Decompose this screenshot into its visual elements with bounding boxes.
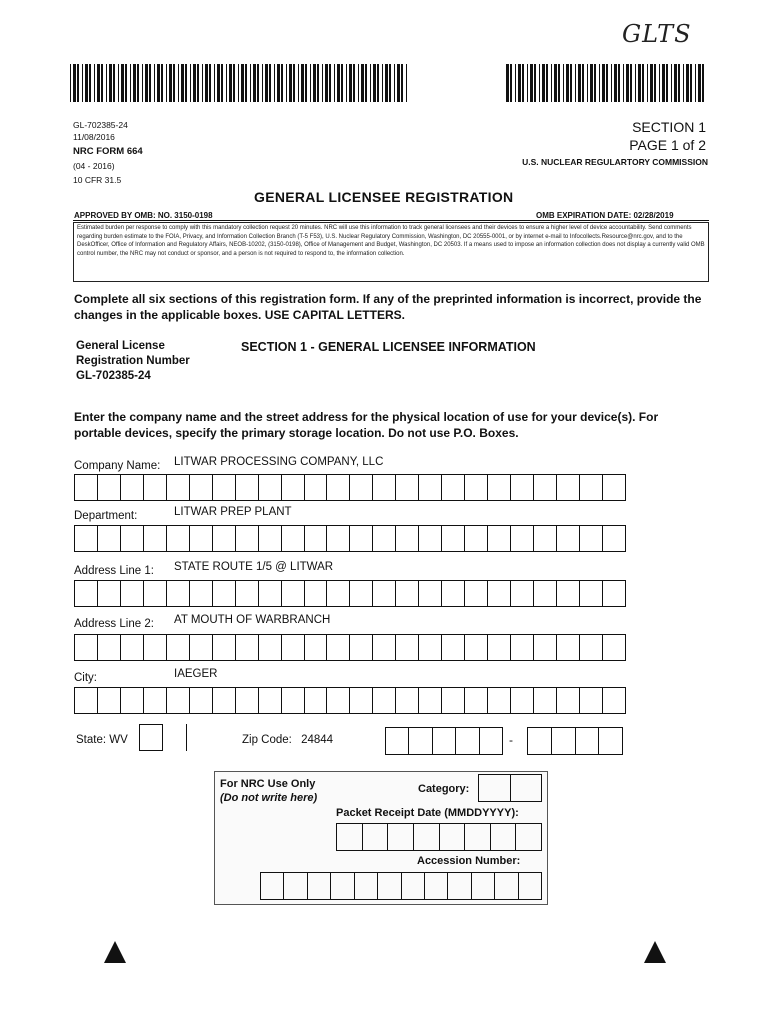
char-box[interactable] [580, 475, 603, 500]
char-box[interactable] [190, 688, 213, 713]
char-box[interactable] [331, 873, 354, 899]
char-box[interactable] [236, 688, 259, 713]
char-box[interactable] [580, 581, 603, 606]
char-box[interactable] [534, 635, 557, 660]
char-box[interactable] [373, 688, 396, 713]
address-line-2-field [74, 614, 331, 632]
city-value: IAEGER [174, 668, 218, 680]
page-number: PAGE 1 of 2 [629, 137, 706, 153]
department-label: Department: [74, 510, 138, 522]
company-name-boxes[interactable] [74, 474, 626, 501]
char-box[interactable] [396, 526, 419, 551]
char-box[interactable] [603, 526, 625, 551]
char-box[interactable] [327, 581, 350, 606]
char-box[interactable] [75, 688, 98, 713]
char-box[interactable] [534, 526, 557, 551]
company-name-value: LITWAR PROCESSING COMPANY, LLC [174, 456, 384, 468]
nrc-use-only-title: For NRC Use Only [220, 778, 316, 790]
char-box[interactable] [419, 688, 442, 713]
char-box[interactable] [419, 526, 442, 551]
char-box[interactable] [259, 475, 282, 500]
category-boxes[interactable] [478, 774, 542, 802]
zip-field [242, 734, 333, 746]
char-box[interactable] [373, 475, 396, 500]
char-box[interactable] [465, 581, 488, 606]
char-box[interactable] [167, 635, 190, 660]
char-box[interactable] [305, 688, 328, 713]
char-box[interactable] [305, 581, 328, 606]
char-box[interactable] [350, 526, 373, 551]
char-box[interactable] [557, 526, 580, 551]
char-box[interactable] [350, 635, 373, 660]
char-box[interactable] [488, 635, 511, 660]
alignment-mark-right [644, 941, 666, 963]
char-box[interactable] [465, 824, 491, 850]
char-box[interactable] [350, 581, 373, 606]
char-box[interactable] [98, 635, 121, 660]
char-box[interactable] [305, 635, 328, 660]
char-box[interactable] [442, 635, 465, 660]
company-name-field [74, 456, 384, 474]
address-line-1-field [74, 561, 334, 579]
char-box[interactable] [144, 475, 167, 500]
form-name: NRC FORM 664 [73, 146, 143, 157]
char-box[interactable] [236, 581, 259, 606]
gl-number: GL-702385-24 [73, 120, 128, 130]
char-box[interactable] [259, 635, 282, 660]
char-box[interactable] [259, 526, 282, 551]
char-box[interactable] [144, 581, 167, 606]
char-box[interactable] [433, 728, 456, 754]
char-box[interactable] [121, 475, 144, 500]
char-box[interactable] [440, 824, 466, 850]
city-field [74, 668, 218, 686]
char-box[interactable] [465, 526, 488, 551]
char-box[interactable] [396, 635, 419, 660]
department-boxes[interactable] [74, 525, 626, 552]
char-box[interactable] [511, 775, 542, 801]
char-box[interactable] [511, 581, 534, 606]
char-box[interactable] [491, 824, 517, 850]
form-instruction: Complete all six sections of this registration form. If any of the preprinted information is incorrect, provide the changes in the applicable boxes. USE CAPITAL LETTERS. [74, 292, 702, 322]
char-box[interactable] [386, 728, 409, 754]
address-line-1-boxes[interactable] [74, 580, 626, 607]
char-box[interactable] [378, 873, 401, 899]
registration-label-2: Registration Number [76, 355, 190, 367]
char-box[interactable] [259, 581, 282, 606]
char-box[interactable] [213, 688, 236, 713]
char-box[interactable] [409, 728, 432, 754]
char-box[interactable] [190, 475, 213, 500]
char-box[interactable] [557, 475, 580, 500]
char-box[interactable] [419, 475, 442, 500]
char-box[interactable] [488, 526, 511, 551]
cfr-reference: 10 CFR 31.5 [73, 175, 122, 185]
char-box[interactable] [511, 635, 534, 660]
char-box[interactable] [479, 775, 511, 801]
char-box[interactable] [213, 526, 236, 551]
section-number: SECTION 1 [632, 119, 706, 135]
char-box[interactable] [442, 475, 465, 500]
char-box[interactable] [75, 526, 98, 551]
registration-label-1: General License [76, 340, 165, 352]
registration-block [76, 339, 190, 384]
char-box[interactable] [534, 475, 557, 500]
char-box[interactable] [144, 688, 167, 713]
char-box[interactable] [516, 824, 541, 850]
zip-boxes[interactable] [385, 727, 503, 755]
accession-label: Accession Number: [417, 855, 521, 867]
char-box[interactable] [419, 581, 442, 606]
char-box[interactable] [603, 475, 625, 500]
char-box[interactable] [519, 873, 541, 899]
char-box[interactable] [75, 475, 98, 500]
header-left [73, 119, 143, 186]
zip-label: Zip Code: [242, 734, 292, 746]
header-right [629, 119, 706, 153]
char-box[interactable] [213, 635, 236, 660]
state-box-1[interactable] [139, 724, 163, 751]
char-box[interactable] [528, 728, 552, 754]
char-box[interactable] [236, 475, 259, 500]
char-box[interactable] [236, 526, 259, 551]
city-label: City: [74, 672, 97, 684]
char-box[interactable] [373, 581, 396, 606]
char-box[interactable] [98, 581, 121, 606]
char-box[interactable] [465, 635, 488, 660]
city-boxes[interactable] [74, 687, 626, 714]
alignment-mark-left [104, 941, 126, 963]
category-label: Category: [418, 783, 470, 795]
char-box[interactable] [603, 581, 625, 606]
zip-extension-boxes[interactable] [527, 727, 623, 755]
zip-value: 24844 [301, 734, 334, 746]
char-box[interactable] [402, 873, 425, 899]
accession-boxes[interactable] [260, 872, 542, 900]
char-box[interactable] [144, 635, 167, 660]
char-box[interactable] [236, 635, 259, 660]
char-box[interactable] [557, 688, 580, 713]
omb-expiration: OMB EXPIRATION DATE: 02/28/2019 [536, 211, 674, 220]
state-value: WV [109, 734, 128, 746]
char-box[interactable] [121, 581, 144, 606]
char-box[interactable] [442, 526, 465, 551]
char-box[interactable] [557, 581, 580, 606]
char-box[interactable] [511, 688, 534, 713]
char-box[interactable] [557, 635, 580, 660]
char-box[interactable] [284, 873, 307, 899]
char-box[interactable] [190, 581, 213, 606]
state-box-divider [186, 724, 187, 751]
address-line-1-value: STATE ROUTE 1/5 @ LITWAR [174, 561, 334, 573]
char-box[interactable] [305, 475, 328, 500]
char-box[interactable] [495, 873, 518, 899]
char-box[interactable] [144, 526, 167, 551]
zip-separator: - [509, 733, 513, 747]
char-box[interactable] [327, 475, 350, 500]
char-box[interactable] [396, 581, 419, 606]
char-box[interactable] [282, 581, 305, 606]
char-box[interactable] [576, 728, 600, 754]
char-box[interactable] [414, 824, 440, 850]
char-box[interactable] [282, 526, 305, 551]
barcode-left [70, 64, 412, 102]
char-box[interactable] [98, 688, 121, 713]
barcode-right [506, 64, 706, 102]
agency-name: U.S. NUCLEAR REGULARTORY COMMISSION [522, 157, 708, 167]
form-title: GENERAL LICENSEE REGISTRATION [254, 189, 514, 205]
char-box[interactable] [167, 581, 190, 606]
char-box[interactable] [259, 688, 282, 713]
section-heading: SECTION 1 - GENERAL LICENSEE INFORMATION [241, 340, 536, 354]
char-box[interactable] [465, 688, 488, 713]
char-box[interactable] [350, 475, 373, 500]
char-box[interactable] [465, 475, 488, 500]
state-label: State: [76, 734, 107, 746]
char-box[interactable] [603, 688, 625, 713]
char-box[interactable] [327, 688, 350, 713]
char-box[interactable] [282, 688, 305, 713]
char-box[interactable] [327, 635, 350, 660]
char-box[interactable] [552, 728, 576, 754]
address-line-1-label: Address Line 1: [74, 565, 154, 577]
char-box[interactable] [511, 526, 534, 551]
char-box[interactable] [511, 475, 534, 500]
char-box[interactable] [425, 873, 448, 899]
char-box[interactable] [98, 475, 121, 500]
char-box[interactable] [488, 475, 511, 500]
char-box[interactable] [373, 635, 396, 660]
omb-rule [73, 220, 709, 221]
char-box[interactable] [472, 873, 495, 899]
state-field [76, 734, 128, 746]
form-revision: (04 - 2016) [73, 161, 115, 171]
char-box[interactable] [442, 581, 465, 606]
char-box[interactable] [213, 581, 236, 606]
char-box[interactable] [456, 728, 479, 754]
char-box[interactable] [337, 824, 363, 850]
char-box[interactable] [373, 526, 396, 551]
packet-receipt-boxes[interactable] [336, 823, 542, 851]
omb-approved: APPROVED BY OMB: NO. 3150-0198 [74, 211, 213, 220]
char-box[interactable] [75, 581, 98, 606]
char-box[interactable] [534, 581, 557, 606]
char-box[interactable] [282, 475, 305, 500]
char-box[interactable] [167, 475, 190, 500]
char-box[interactable] [580, 635, 603, 660]
char-box[interactable] [580, 688, 603, 713]
char-box[interactable] [261, 873, 284, 899]
address-instruction: Enter the company name and the street address for the physical location of use for your device(s). For portable devices, specify the primary storage location. Do not use P.O. Boxes. [74, 410, 659, 440]
address-line-2-boxes[interactable] [74, 634, 626, 661]
char-box[interactable] [75, 635, 98, 660]
char-box[interactable] [603, 635, 625, 660]
handwritten-note: GLTS [622, 20, 692, 48]
char-box[interactable] [363, 824, 389, 850]
char-box[interactable] [167, 688, 190, 713]
char-box[interactable] [580, 526, 603, 551]
department-field [74, 506, 292, 524]
char-box[interactable] [396, 475, 419, 500]
char-box[interactable] [419, 635, 442, 660]
registration-number: GL-702385-24 [76, 370, 151, 382]
burden-statement: Estimated burden per response to comply with this mandatory collection request 20 minutes. NRC will use this information to track general licensees and their devices to ensure a higher level of device accountability. Send comments regarding burden estimate to the FOIA, Privacy, and Information Collection Branch (T-5 F53), U.S. Nuclear Regulatory Commission, Washington, DC 20555-0001, or by internet e-mail to Infocollects.Resource@nrc.gov, and to the DeskOfficer, Office of Information and Regulatory Affairs, NEOB-10202, (3150-0198), Office of Management and Budget, Washington, DC 20503. If a means used to impose an information collection does not display a currently valid OMB control number, the NRC may not conduct or sponsor, and a person is not required to respond to, the information collection. [73, 222, 709, 282]
address-line-2-label: Address Line 2: [74, 618, 154, 630]
char-box[interactable] [442, 688, 465, 713]
char-box[interactable] [488, 688, 511, 713]
char-box[interactable] [305, 526, 328, 551]
char-box[interactable] [121, 635, 144, 660]
department-value: LITWAR PREP PLANT [174, 506, 292, 518]
char-box[interactable] [599, 728, 622, 754]
company-name-label: Company Name: [74, 460, 161, 472]
header-date: 11/08/2016 [73, 132, 115, 142]
char-box[interactable] [308, 873, 331, 899]
nrc-use-only-label [220, 777, 317, 805]
char-box[interactable] [167, 526, 190, 551]
address-line-2-value: AT MOUTH OF WARBRANCH [174, 614, 331, 626]
char-box[interactable] [350, 688, 373, 713]
char-box[interactable] [534, 688, 557, 713]
packet-receipt-label: Packet Receipt Date (MMDDYYYY): [336, 807, 519, 819]
char-box[interactable] [121, 526, 144, 551]
char-box[interactable] [480, 728, 502, 754]
char-box[interactable] [98, 526, 121, 551]
char-box[interactable] [327, 526, 350, 551]
char-box[interactable] [121, 688, 144, 713]
char-box[interactable] [488, 581, 511, 606]
char-box[interactable] [355, 873, 378, 899]
char-box[interactable] [213, 475, 236, 500]
nrc-use-only-note: (Do not write here) [220, 792, 318, 804]
char-box[interactable] [190, 635, 213, 660]
char-box[interactable] [190, 526, 213, 551]
char-box[interactable] [396, 688, 419, 713]
char-box[interactable] [448, 873, 471, 899]
char-box[interactable] [282, 635, 305, 660]
char-box[interactable] [388, 824, 414, 850]
